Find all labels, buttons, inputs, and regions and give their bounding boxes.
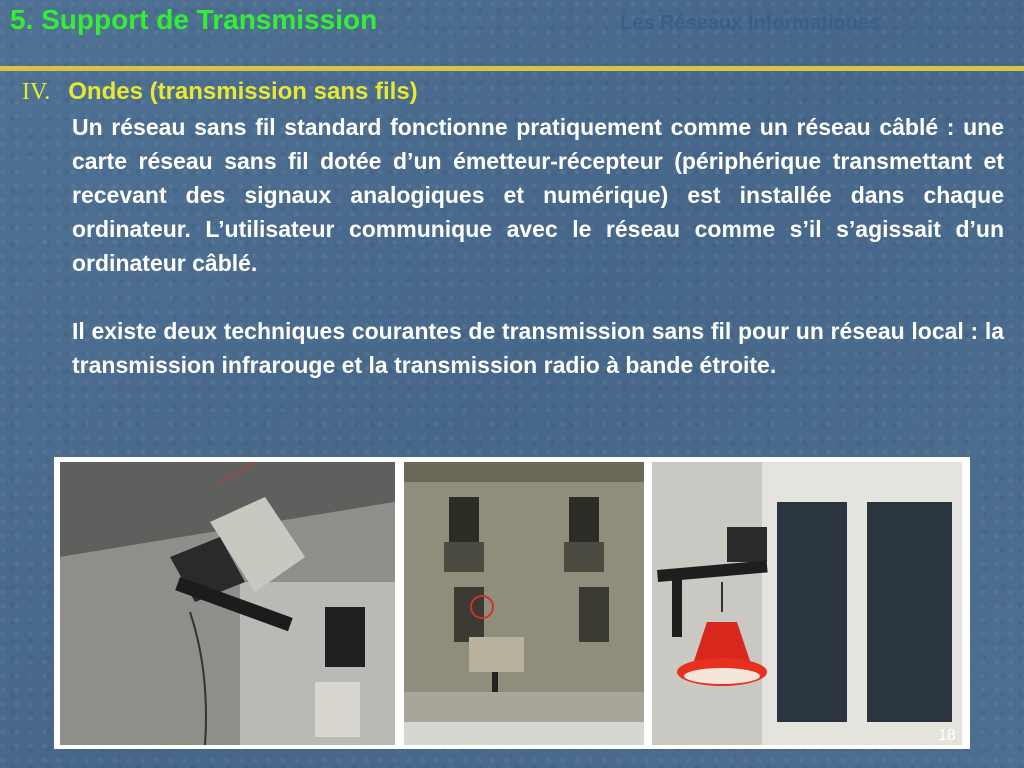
body-paragraph-2: Il existe deux techniques courantes de transmission sans fil pour un réseau local : la transmission infrarouge et la transmission radio à bande étroite. — [72, 318, 1004, 378]
header-divider — [0, 66, 1024, 71]
photo-strip — [54, 457, 970, 749]
building-transmitter-photo — [404, 462, 644, 745]
section-heading-text: Ondes (transmission sans fils) — [68, 78, 418, 105]
section-heading — [22, 78, 1012, 106]
section-number: IV. — [22, 79, 51, 105]
infrared-transceiver-photo — [60, 462, 395, 745]
body-paragraph-1: Un réseau sans fil standard fonctionne pratiquement comme un réseau câblé : une carte réseau sans fil dotée d’un émetteur-récepteur (périphérique transmettant et recevant des signaux analogiques et numérique) est installée dans chaque ordinateur. L’utilisateur communique avec le réseau comme s’il s’agissait d’un ordinateur câblé. — [72, 114, 1004, 276]
radio-transceiver-photo — [652, 462, 962, 745]
presentation-subtitle: Les Réseaux Informatiques — [620, 12, 881, 34]
slide-title: 5. Support de Transmission — [10, 4, 378, 35]
page-number: 18 — [938, 727, 956, 744]
slide-body — [72, 110, 1004, 382]
